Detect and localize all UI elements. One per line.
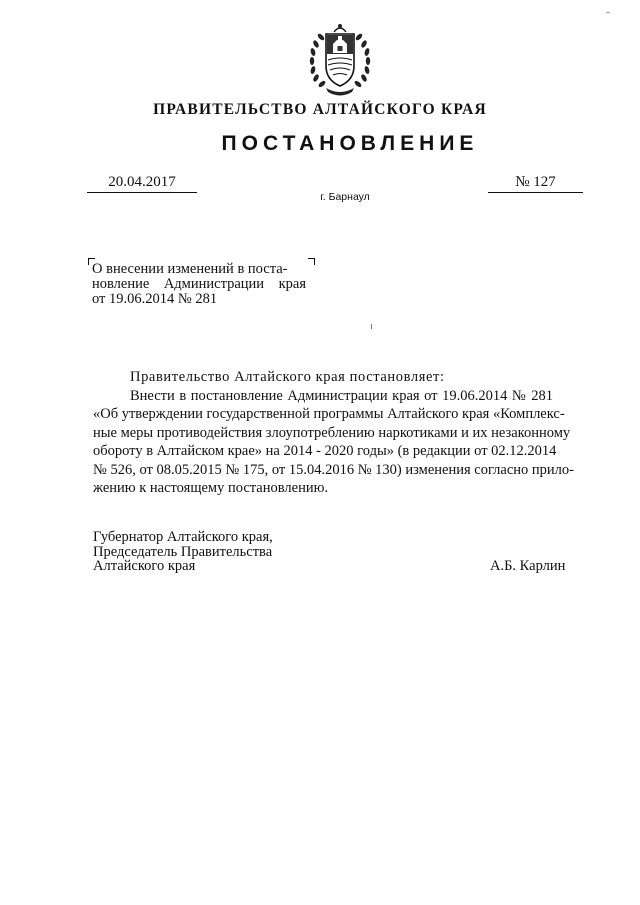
signatory-name: А.Б. Карлин (490, 558, 566, 574)
scan-mark (606, 12, 610, 13)
city: г. Барнаул (320, 191, 370, 203)
body-line: ные меры противодействия злоупотреблению наркотиками и их незаконному (93, 424, 571, 441)
body-line: Внести в постановление Администрации края от 19.06.2014 № 281 (130, 387, 553, 404)
document-subject (92, 262, 306, 306)
signatory-title (93, 530, 273, 574)
document-number: № 127 (488, 174, 583, 193)
document-body (93, 368, 574, 498)
subject-line: новление Администрации края (92, 275, 306, 292)
scan-speck (371, 324, 372, 329)
document-date: 20.04.2017 (87, 174, 197, 193)
signatory-title-line: Алтайского края (93, 558, 196, 574)
body-line: обороту в Алтайском крае» на 2014 - 2020 годы» (в редакции от 02.12.2014 (93, 443, 557, 459)
signatory-title-line: Губернатор Алтайского края, (93, 529, 273, 545)
body-intro: Правительство Алтайского края постановляет: (130, 369, 445, 385)
body-line: жению к настоящему постановлению. (93, 480, 329, 496)
document-type: ПОСТАНОВЛЕНИЕ (221, 132, 479, 155)
body-line: № 526, от 08.05.2015 № 175, от 15.04.2016 № 130) изменения согласно прило- (93, 461, 574, 478)
subject-line: О внесении изменений в поста- (92, 261, 288, 277)
subject-bracket-right (308, 258, 315, 265)
body-line: «Об утверждении государственной программы Алтайского края «Комплекс- (93, 406, 565, 422)
signatory-title-line: Председатель Правительства (93, 543, 273, 560)
subject-line: от 19.06.2014 № 281 (92, 290, 218, 307)
coat-of-arms-icon (306, 20, 374, 98)
government-title: ПРАВИТЕЛЬСТВО АЛТАЙСКОГО КРАЯ (153, 101, 487, 118)
